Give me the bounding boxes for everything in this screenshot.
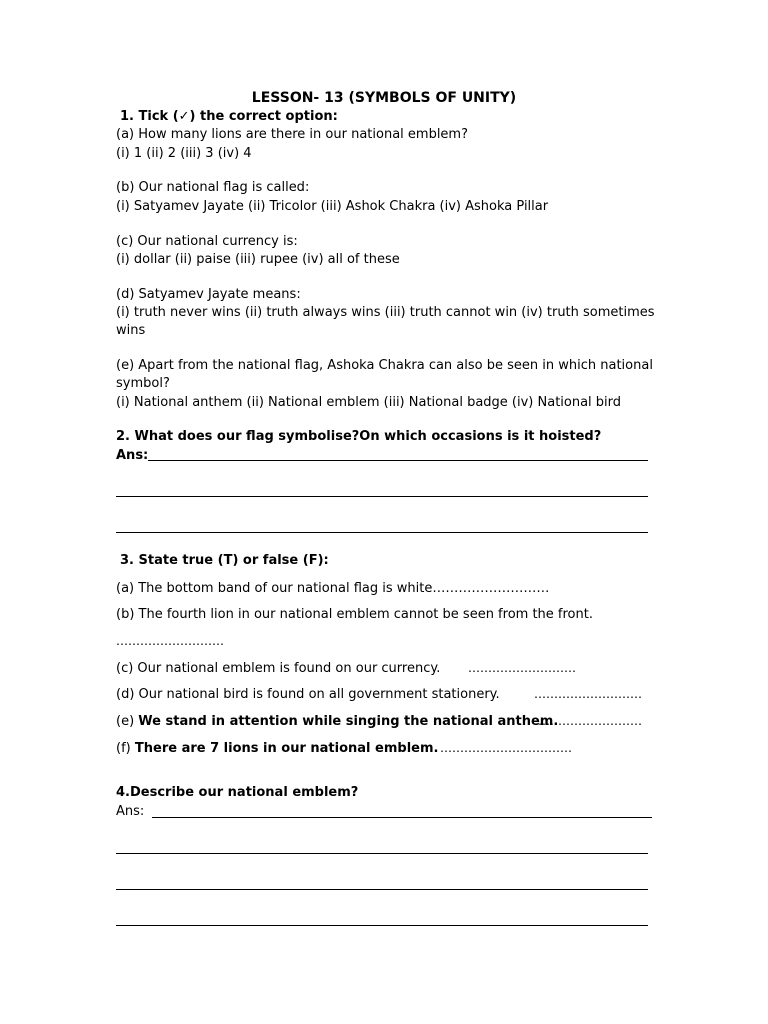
q3a-blank[interactable]: ……………………… [432,581,550,596]
q1c-question: (c) Our national currency is: [116,234,298,249]
q1e-question: (e) Apart from the national flag, Ashoka Chakra can also be seen in which national [116,358,653,373]
q3f-text: There are 7 lions in our national emblem. [134,741,439,756]
q1-heading: 1. Tick (✓) the correct option: [120,109,338,124]
q3e-blank[interactable]: ……………………… [534,714,642,728]
q3c-blank[interactable]: ……………………… [468,661,576,675]
q1d-question: (d) Satyamev Jayate means: [116,287,301,302]
q1d-options-cont: wins [116,323,146,338]
q2-heading: 2. What does our flag symbolise?On which occasions is it hoisted? [116,429,602,444]
q3f-blank[interactable]: …………………………… [440,741,572,755]
q1c-options: (i) dollar (ii) paise (iii) rupee (iv) all of these [116,252,400,267]
q3a-statement [116,580,549,598]
q3-heading: 3. State true (T) or false (F): [120,553,329,568]
q3a-text: (a) The bottom band of our national flag is white [116,581,433,596]
q1e-question-cont: symbol? [116,376,170,391]
q3b-blank[interactable]: ……………………… [116,634,224,648]
q2-answer-label: Ans: [116,448,149,463]
q1a-question: (a) How many lions are there in our national emblem? [116,127,468,142]
q3e-text: We stand in attention while singing the national anthem. [138,714,559,729]
worksheet-title: LESSON- 13 (SYMBOLS OF UNITY) [251,90,517,106]
q3e-prefix: (e) [116,714,135,729]
q1e-options: (i) National anthem (ii) National emblem (iii) National badge (iv) National bird [116,395,622,410]
q2-answer-line[interactable] [148,460,648,461]
q1d-options: (i) truth never wins (ii) truth always wins (iii) truth cannot win (iv) truth sometimes [116,305,655,320]
q1a-options: (i) 1 (ii) 2 (iii) 3 (iv) 4 [116,146,252,161]
q4-answer-line[interactable] [116,925,648,926]
q2-answer-line[interactable] [116,532,648,533]
q3e-statement [116,713,558,731]
q3f-prefix: (f) [116,741,131,756]
q1b-question: (b) Our national flag is called: [116,180,310,195]
q2-answer-line[interactable] [116,496,648,497]
q4-answer-line[interactable] [152,817,652,818]
q3d-statement: (d) Our national bird is found on all government stationery. [116,687,500,702]
q4-answer-label: Ans: [116,804,145,819]
q4-answer-line[interactable] [116,853,648,854]
q3c-statement: (c) Our national emblem is found on our currency. [116,661,441,676]
q3d-blank[interactable]: ……………………… [534,687,642,701]
q4-answer-line[interactable] [116,889,648,890]
q3b-statement: (b) The fourth lion in our national emblem cannot be seen from the front. [116,607,593,622]
q3f-statement [116,740,438,758]
q4-heading: 4.Describe our national emblem? [116,785,359,800]
q1b-options: (i) Satyamev Jayate (ii) Tricolor (iii) Ashok Chakra (iv) Ashoka Pillar [116,199,549,214]
